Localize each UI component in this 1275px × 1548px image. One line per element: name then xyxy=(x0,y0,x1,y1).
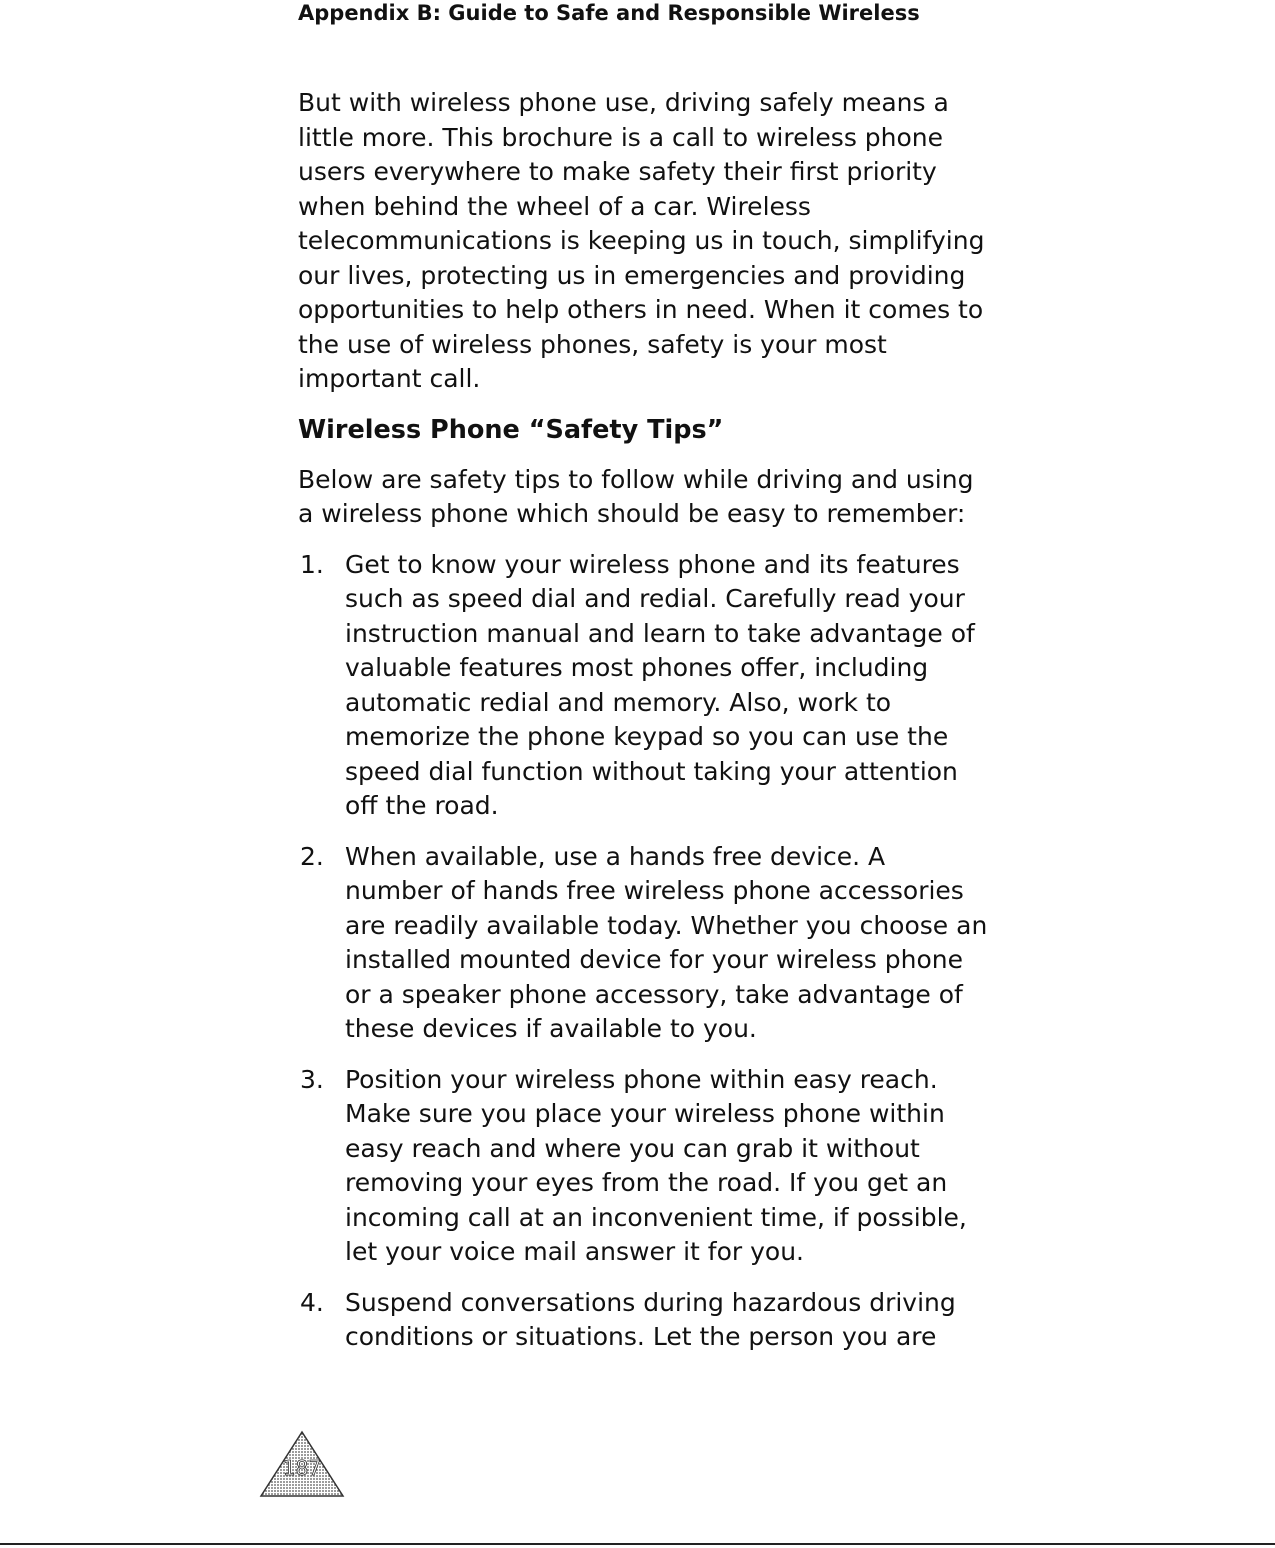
list-item-text: Get to know your wireless phone and its features such as speed dial and redial. Carefully read your instruction manual and learn to take advantage of valuable features most phones offer, including automatic redial and memory. Also, work to memorize the phone keypad so you can use the speed dial function without taking your attention off the road. xyxy=(345,549,975,820)
list-item-text: Suspend conversations during hazardous driving conditions or situations. Let the person you are xyxy=(345,1287,956,1351)
safety-tips-list xyxy=(298,548,988,1355)
list-item xyxy=(298,548,988,824)
list-item xyxy=(298,840,988,1047)
list-item-number: 1. xyxy=(300,549,324,579)
page-number-badge xyxy=(259,1430,345,1498)
section-heading: Wireless Phone “Safety Tips” xyxy=(298,414,724,445)
list-item-number: 4. xyxy=(300,1287,324,1317)
list-item-text: When available, use a hands free device. A number of hands free wireless phone accessories are readily available today. Whether you choose an installed mounted device for your wireless phone or a speaker phone accessory, take advantage of these devices if available to you. xyxy=(345,841,988,1043)
bottom-rule xyxy=(0,1543,1275,1545)
page-number: 187 xyxy=(282,1456,322,1480)
list-item-text: Position your wireless phone within easy reach. Make sure you place your wireless phone within easy reach and where you can grab it without removing your eyes from the road. If you get an incoming call at an inconvenient time, if possible, let your voice mail answer it for you. xyxy=(345,1064,967,1266)
page-body xyxy=(298,86,988,1371)
list-item-number: 3. xyxy=(300,1064,324,1094)
list-item xyxy=(298,1063,988,1270)
list-item-number: 2. xyxy=(300,841,324,871)
running-header: Appendix B: Guide to Safe and Responsible Wireless xyxy=(298,1,920,25)
lead-paragraph: Below are safety tips to follow while driving and using a wireless phone which should be easy to remember: xyxy=(298,464,974,528)
intro-paragraph: But with wireless phone use, driving safely means a little more. This brochure is a call to wireless phone users everywhere to make safety their first priority when behind the wheel of a car. Wireless telecommunications is keeping us in touch, simplifying our lives, protecting us in emergencies and providing opportunities to help others in need. When it comes to the use of wireless phones, safety is your most important call. xyxy=(298,88,985,393)
list-item xyxy=(298,1286,988,1355)
